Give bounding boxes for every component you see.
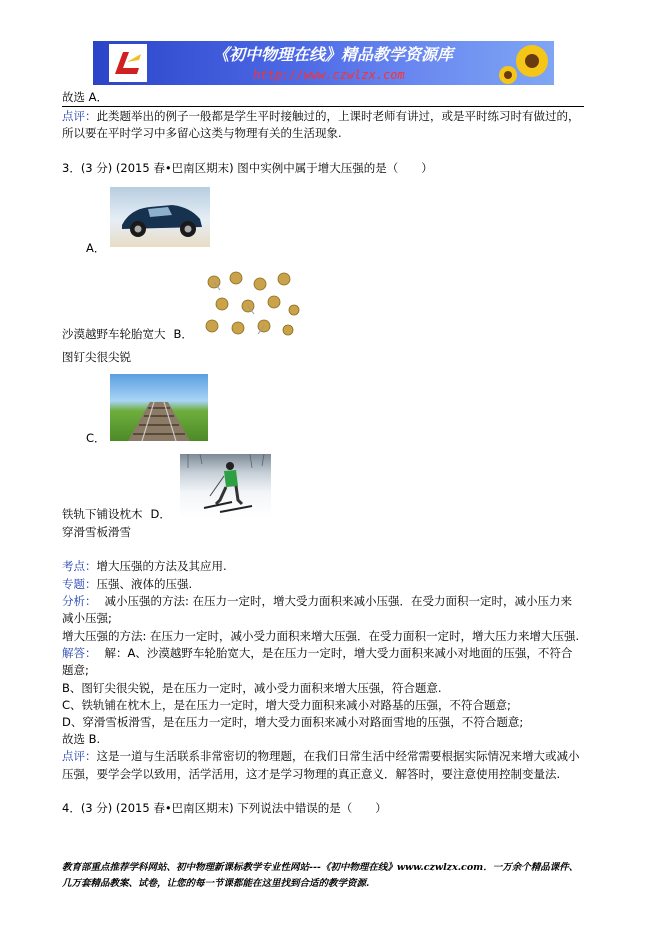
dianping-row [62,748,580,765]
fenxi-line3: 增大压强的方法: 在压力一定时，减小受力面积来增大压强．在受力面积一定时，增大压力来增大压强. [62,629,580,643]
footer-line1: 教育部重点推荐学科网站、初中物理新课标教学专业性网站---《初中物理在线》www.czwlzx.com．一万余个精品课件、 [62,862,579,873]
option-d-skier-photo [180,454,271,517]
option-b-thumbtacks-photo [202,270,302,337]
option-b-caption: 图钉尖很尖锐 [62,350,131,364]
kaodian-label: 考点： [62,559,97,573]
option-a-caption [62,326,193,343]
option-c-caption-text: 铁轨下铺设枕木 [62,507,143,521]
jieda-a-line1: 解：A、沙漠越野车轮胎宽大，是在压力一定时，增大受力面积来减小对地面的压强，不符合 [104,646,573,660]
option-b-marker: B． [173,327,193,341]
option-c-marker: C． [86,431,106,445]
q3-answer: 故选 B. [62,732,101,746]
header-title: 《初中物理在线》精品教学资源库 [213,45,454,64]
prev-comment-text: 此类题举出的例子一般都是学生平时接触过的，上课时老师有讲过，或是平时练习时有做过的， [96,109,580,123]
jieda-d: D、穿滑雪板滑雪，是在压力一定时，增大受力面积来减小对路面雪地的压强，不符合题意; [62,715,524,729]
q3-stem: 3．(3 分) (2015 春•巴南区期末) 图中实例中属于增大压强的是（ ） [62,161,433,175]
kaodian-row [62,558,227,575]
fenxi-line2: 减小压强; [62,611,112,625]
dianping-line2: 压强，要学会学以致用，活学活用，这才是学习物理的真正意义．解答时，要注意使用控制变量法. [62,767,561,781]
jieda-label: 解答： [62,646,97,660]
option-d-caption: 穿滑雪板滑雪 [62,525,131,539]
header-url[interactable]: http://www.czwlzx.com [253,68,405,82]
jieda-a-line2: 题意; [62,663,89,677]
option-d-marker: D． [150,507,171,521]
option-c-caption [62,506,171,523]
zhuanti-text: 压强、液体的压强. [96,577,193,591]
divider [62,106,584,107]
zhuanti-label: 专题： [62,577,97,591]
option-a-marker: A． [86,241,106,255]
jieda-b: B、图钉尖很尖锐，是在压力一定时，减小受力面积来增大压强，符合题意. [62,681,442,695]
jieda-row [62,645,572,662]
fenxi-row [62,593,572,610]
prev-comment-label: 点评： [62,109,97,123]
footer-line2: 几万套精品教案、试卷，让您的每一节课都能在这里找到合适的教学资源. [62,878,370,889]
prev-comment-line2: 所以要在平时学习中多留心这类与物理有关的生活现象. [62,126,342,140]
kaodian-text: 增大压强的方法及其应用. [96,559,227,573]
site-logo [109,44,147,82]
fenxi-label: 分析： [62,594,97,608]
jieda-c: C、铁轨铺在枕木上，是在压力一定时，增大受力面积来减小对路基的压强，不符合题意; [62,698,511,712]
dianping-label: 点评： [62,749,97,763]
sunflower-decoration [494,41,554,85]
fenxi-line1: 减小压强的方法: 在压力一定时，增大受力面积来减小压强．在受力面积一定时，减小压力来 [104,594,573,608]
q4-stem: 4．(3 分) (2015 春•巴南区期末) 下列说法中错误的是（ ） [62,801,387,815]
option-a-caption-text: 沙漠越野车轮胎宽大 [62,327,166,341]
zhuanti-row [62,576,192,593]
prev-answer: 故选 A． [62,90,109,104]
dianping-line1: 这是一道与生活联系非常密切的物理题，在我们日常生活中经常需要根据实际情况来增大或减小 [96,749,580,763]
option-a-car-photo [110,187,210,247]
header-banner [93,41,554,85]
prev-comment [62,108,580,125]
option-c-railway-photo [110,374,208,441]
